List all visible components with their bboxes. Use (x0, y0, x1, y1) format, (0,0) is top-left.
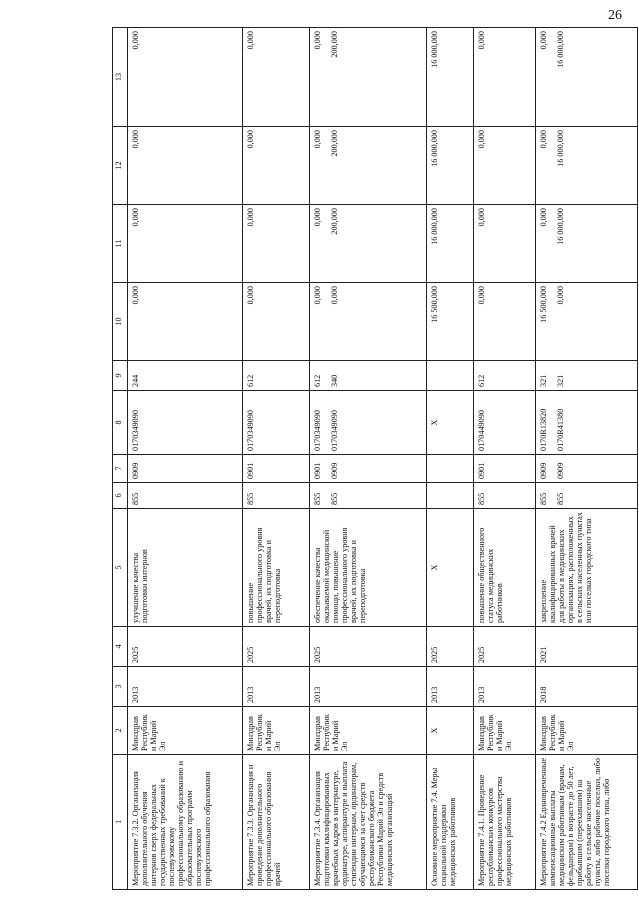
expected-result: обеспечение качества оказываемой медицинской помощи, повышение профессионального уровня врачей, их подготовка и переподготовка (310, 509, 427, 627)
amount-cell (536, 127, 638, 205)
table-row (427, 28, 474, 890)
executor: X (427, 707, 474, 755)
value-line: 340 (330, 374, 340, 387)
amount-cell (310, 28, 427, 127)
amount-cell: 0,000 (243, 28, 310, 127)
executor: Минздрав Республики Марий Эл (310, 707, 427, 755)
end-year: 2025 (427, 627, 474, 667)
value-line: 0170349090 (313, 410, 322, 451)
grbs-code (310, 483, 427, 509)
value-line: 0,000 (313, 208, 322, 227)
target-article-code: 0170349090 (128, 391, 243, 455)
value-line: 855 (556, 492, 566, 505)
amount-cell (536, 205, 638, 283)
activity-name: Мероприятие 7.4.1. Проведение республиканских конкурсов профессионального мастерства медицинских работников (474, 755, 536, 890)
amount-cell: 16 500,000 (427, 283, 474, 361)
end-year: 2025 (128, 627, 243, 667)
value-line: 0909 (330, 462, 340, 479)
amount-cell (310, 205, 427, 283)
col-header: 13 (113, 28, 128, 127)
table-row (243, 28, 310, 890)
col-header: 3 (113, 667, 128, 707)
value-line: 16 000,000 (556, 130, 566, 167)
value-line: 0,000 (313, 130, 322, 149)
section-code: 0901 (243, 455, 310, 483)
expense-type-code: 612 (243, 361, 310, 391)
expense-type-code: 612 (474, 361, 536, 391)
table-row (474, 28, 536, 890)
executor: Минздрав Республики Марий Эл (243, 707, 310, 755)
start-year: 2013 (243, 667, 310, 707)
expected-result: закрепление квалифицированных врачей для работы в медицинских организациях, расположенных в сельских населенных пунктах или поселках городского типа (536, 509, 638, 627)
amount-cell: 16 000,000 (427, 127, 474, 205)
value-line: 0170349090 (330, 410, 340, 451)
value-line: 855 (539, 492, 548, 505)
amount-cell: 0,000 (128, 127, 243, 205)
value-line: 0,000 (313, 31, 322, 50)
amount-cell: 0,000 (243, 127, 310, 205)
value-line: 0170R13820 (539, 408, 548, 451)
col-header: 10 (113, 283, 128, 361)
amount-cell (536, 28, 638, 127)
col-header: 2 (113, 707, 128, 755)
value-line: 0901 (313, 462, 322, 479)
end-year: 2025 (310, 627, 427, 667)
value-line: 0,000 (330, 286, 340, 305)
col-header: 9 (113, 361, 128, 391)
amount-cell: 0,000 (474, 205, 536, 283)
amount-cell (310, 283, 427, 361)
start-year: 2013 (474, 667, 536, 707)
section-code: 0909 (128, 455, 243, 483)
value-line: 0170R41380 (556, 408, 566, 451)
value-line: 0909 (556, 462, 566, 479)
value-line: 0,000 (539, 130, 548, 149)
grbs-code (427, 483, 474, 509)
expected-result: X (427, 509, 474, 627)
expected-result: повышение общественного статуса медицинских работников (474, 509, 536, 627)
expense-type-code (427, 361, 474, 391)
amount-cell: 16 000,000 (427, 205, 474, 283)
value-line: 321 (556, 374, 566, 387)
activity-name: Мероприятие 7.4.2 Единовременные компенсационные выплаты медицинским работникам (врачам, фельдшерам) в возрасте до 50 лет, прибывшим (переехавшим) на работу в сельские населенные пункты, либо рабочие поселки, либо поселки городского типа, либо (536, 755, 638, 890)
value-line: 855 (330, 492, 340, 505)
amount-cell: 0,000 (128, 205, 243, 283)
col-header: 1 (113, 755, 128, 890)
value-line: 16 500,000 (539, 286, 548, 323)
amount-cell: 0,000 (474, 127, 536, 205)
activity-name: Мероприятие 7.3.4. Организация подготовки квалифицированных врачебных кадров в интернатуре, ординатуре, аспирантуре и выплата стипендии интернам, ординаторам, обучающимся за счет средств республиканского бюджета Республики Марий Эл и средств медицинских организаций (310, 755, 427, 890)
value-line: 612 (313, 374, 322, 387)
end-year: 2025 (474, 627, 536, 667)
value-line: 0,000 (313, 286, 322, 305)
amount-cell: 16 000,000 (427, 28, 474, 127)
activity-name: Мероприятие 7.3.3. Организация и проведение дополнительного профессионального образования врачей (243, 755, 310, 890)
program-table (112, 27, 638, 890)
grbs-code (536, 483, 638, 509)
col-header: 5 (113, 509, 128, 627)
page-number: 26 (608, 8, 622, 23)
col-header: 11 (113, 205, 128, 283)
grbs-code: 855 (128, 483, 243, 509)
grbs-code: 855 (243, 483, 310, 509)
start-year: 2013 (128, 667, 243, 707)
executor: Минздрав Республики Марий Эл (536, 707, 638, 755)
table-row (128, 28, 243, 890)
target-article-code (310, 391, 427, 455)
value-line: 0,000 (556, 286, 566, 305)
rotated-page (112, 28, 612, 890)
target-article-code: 0170449090 (474, 391, 536, 455)
start-year: 2013 (427, 667, 474, 707)
end-year: 2021 (536, 627, 638, 667)
value-line: 0909 (539, 462, 548, 479)
value-line: 200,000 (330, 208, 340, 235)
amount-cell: 0,000 (474, 28, 536, 127)
activity-name: Основное мероприятие 7.4. Меры социальной поддержки медицинских работников (427, 755, 474, 890)
expense-type-code: 244 (128, 361, 243, 391)
executor: Минздрав Республики Марий Эл (128, 707, 243, 755)
activity-name: Мероприятие 7.3.2. Организация дополнительного обучения интернов сверх федеральных государственных требований к послевузовскому профессиональному образованию и образовательных программ послевузовского профессионального образования (128, 755, 243, 890)
amount-cell: 0,000 (474, 283, 536, 361)
expense-type-code (310, 361, 427, 391)
value-line: 855 (313, 492, 322, 505)
target-article-code: 0170349090 (243, 391, 310, 455)
executor: Минздрав Республики Марий Эл (474, 707, 536, 755)
grbs-code: 855 (474, 483, 536, 509)
value-line: 200,000 (330, 130, 340, 157)
target-article-code (536, 391, 638, 455)
col-header: 8 (113, 391, 128, 455)
expected-result: повышение профессионального уровня врачей, их подготовка и переподготовка (243, 509, 310, 627)
col-header: 6 (113, 483, 128, 509)
amount-cell: 0,000 (128, 283, 243, 361)
table-row (310, 28, 427, 890)
column-number-row (113, 28, 128, 890)
section-code (536, 455, 638, 483)
col-header: 12 (113, 127, 128, 205)
section-code: 0901 (474, 455, 536, 483)
target-article-code: X (427, 391, 474, 455)
amount-cell: 0,000 (243, 205, 310, 283)
value-line: 200,000 (330, 31, 340, 58)
section-code (427, 455, 474, 483)
table-row (536, 28, 638, 890)
start-year: 2013 (310, 667, 427, 707)
value-line: 16 000,000 (556, 31, 566, 68)
amount-cell (536, 283, 638, 361)
amount-cell (310, 127, 427, 205)
section-code (310, 455, 427, 483)
end-year: 2025 (243, 627, 310, 667)
expected-result: улучшение качества подготовки интернов (128, 509, 243, 627)
col-header: 4 (113, 627, 128, 667)
value-line: 16 000,000 (556, 208, 566, 245)
amount-cell: 0,000 (243, 283, 310, 361)
amount-cell: 0,000 (128, 28, 243, 127)
expense-type-code (536, 361, 638, 391)
value-line: 0,000 (539, 31, 548, 50)
value-line: 0,000 (539, 208, 548, 227)
value-line: 321 (539, 374, 548, 387)
start-year: 2018 (536, 667, 638, 707)
col-header: 7 (113, 455, 128, 483)
